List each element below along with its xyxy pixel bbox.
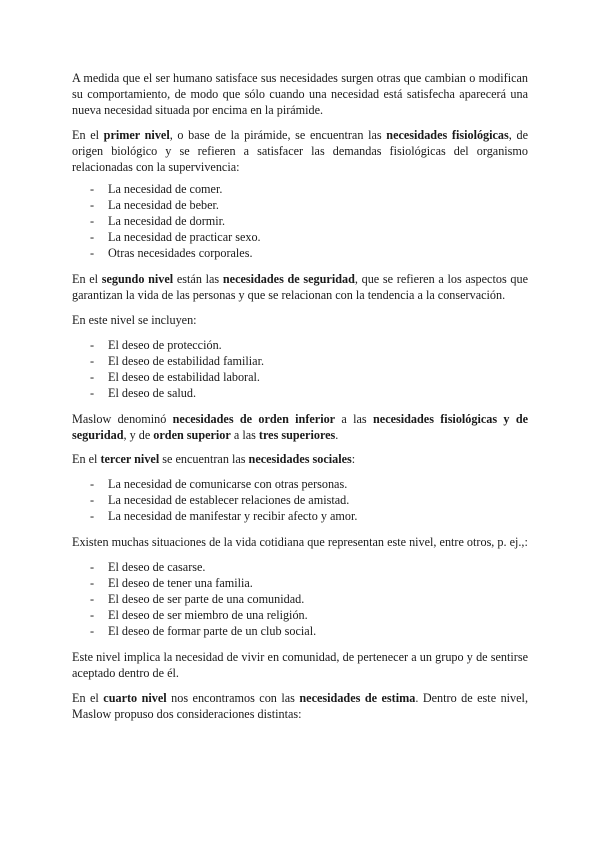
text: .: [335, 428, 339, 442]
dash-bullet: -: [90, 214, 95, 228]
text: :: [351, 452, 356, 466]
text: Maslow denominó: [72, 412, 173, 426]
text: En el: [72, 691, 104, 705]
everyday-situations-paragraph: Existen muchas situaciones de la vida cotidiana que representan este nivel, entre otros, p. ej.,:: [72, 535, 528, 549]
dash-bullet: -: [90, 560, 95, 574]
list-item-text: La necesidad de practicar sexo.: [108, 230, 261, 244]
dash-bullet: -: [90, 493, 95, 507]
text: , de origen biológico y se refieren a satisfacer las demandas fisiológicas del organismo relacionadas con la supervivencia:: [72, 128, 528, 174]
dash-bullet: -: [90, 338, 95, 352]
maslow-order-paragraph: [72, 411, 528, 443]
list-item-text: El deseo de tener una familia.: [108, 576, 253, 590]
dash-bullet: -: [90, 592, 95, 606]
bold-term: necesidades de orden inferior: [172, 412, 336, 426]
list-item: [72, 385, 528, 401]
document-page: [72, 70, 528, 732]
third-level-paragraph: [72, 451, 528, 467]
list-item-text: La necesidad de beber.: [108, 198, 219, 212]
text: En el: [72, 128, 104, 142]
list-item-text: El deseo de estabilidad familiar.: [108, 354, 265, 368]
list-item-text: El deseo de ser parte de una comunidad.: [108, 592, 305, 606]
bold-term: necesidades de estima: [299, 691, 416, 705]
list-item-text: La necesidad de comer.: [108, 182, 223, 196]
list-item-text: El deseo de estabilidad laboral.: [108, 370, 260, 384]
list-item: [72, 623, 528, 639]
text: , que se refieren a los aspectos que garantizan la vida de las personas y que se relacionan con la tendencia a la conservación.: [72, 272, 528, 302]
text: a las: [335, 412, 373, 426]
social-needs-list: [72, 476, 528, 524]
bold-term: primer nivel: [103, 128, 170, 142]
community-paragraph: Este nivel implica la necesidad de vivir en comunidad, de pertenecer a un grupo y de sentirse aceptado dentro de él.: [72, 650, 528, 680]
text: En el: [72, 272, 102, 286]
list-item-text: El deseo de salud.: [108, 386, 196, 400]
text: , y de: [123, 428, 154, 442]
text: a las: [230, 428, 259, 442]
text: están las: [173, 272, 223, 286]
list-item: [72, 369, 528, 385]
dash-bullet: -: [90, 509, 95, 523]
list-item: [72, 213, 528, 229]
dash-bullet: -: [90, 246, 95, 260]
bold-term: necesidades fisiológicas y de seguridad: [72, 412, 529, 442]
list-item-text: La necesidad de dormir.: [108, 214, 226, 228]
text: se encuentran las: [159, 452, 249, 466]
list-item: [72, 353, 528, 369]
list-item: [72, 245, 528, 261]
list-item: [72, 476, 528, 492]
list-item: [72, 508, 528, 524]
list-item: [72, 197, 528, 213]
second-level-paragraph: [72, 271, 528, 303]
social-examples-list: [72, 559, 528, 639]
dash-bullet: -: [90, 576, 95, 590]
includes-paragraph: En este nivel se incluyen:: [72, 313, 197, 327]
dash-bullet: -: [90, 477, 95, 491]
dash-bullet: -: [90, 230, 95, 244]
bold-term: orden superior: [153, 428, 231, 442]
list-item-text: El deseo de casarse.: [108, 560, 206, 574]
bold-term: segundo nivel: [101, 272, 174, 286]
bold-term: cuarto nivel: [103, 691, 167, 705]
physiological-needs-list: [72, 181, 528, 261]
fourth-level-paragraph: [72, 690, 528, 722]
intro-paragraph: A medida que el ser humano satisface sus necesidades surgen otras que cambian o modifican su comportamiento, de modo que sólo cuando una necesidad está satisfecha aparecerá una nueva necesidad situada por encima en la pirámide.: [72, 71, 528, 117]
list-item-text: La necesidad de comunicarse con otras personas.: [108, 477, 348, 491]
list-item: [72, 181, 528, 197]
bold-term: necesidades de seguridad: [222, 272, 355, 286]
list-item-text: La necesidad de manifestar y recibir afecto y amor.: [108, 509, 358, 523]
list-item: [72, 591, 528, 607]
dash-bullet: -: [90, 608, 95, 622]
dash-bullet: -: [90, 198, 95, 212]
list-item: [72, 559, 528, 575]
text: , o base de la pirámide, se encuentran las: [169, 128, 387, 142]
dash-bullet: -: [90, 182, 95, 196]
dash-bullet: -: [90, 624, 95, 638]
text: En el: [72, 452, 101, 466]
list-item: [72, 492, 528, 508]
text: nos encontramos con las: [166, 691, 300, 705]
security-needs-list: [72, 337, 528, 401]
list-item-text: Otras necesidades corporales.: [108, 246, 253, 260]
bold-term: tercer nivel: [100, 452, 160, 466]
list-item-text: El deseo de formar parte de un club social.: [108, 624, 317, 638]
first-level-paragraph: [72, 127, 528, 175]
bold-term: tres superiores: [258, 428, 336, 442]
list-item: [72, 337, 528, 353]
list-item: [72, 229, 528, 245]
list-item: [72, 575, 528, 591]
bold-term: necesidades sociales: [248, 452, 352, 466]
list-item-text: El deseo de protección.: [108, 338, 222, 352]
text: . Dentro de este nivel, Maslow propuso dos consideraciones distintas:: [72, 691, 528, 721]
list-item-text: La necesidad de establecer relaciones de amistad.: [108, 493, 350, 507]
dash-bullet: -: [90, 370, 95, 384]
dash-bullet: -: [90, 386, 95, 400]
list-item-text: El deseo de ser miembro de una religión.: [108, 608, 308, 622]
dash-bullet: -: [90, 354, 95, 368]
list-item: [72, 607, 528, 623]
bold-term: necesidades fisiológicas: [386, 128, 509, 142]
